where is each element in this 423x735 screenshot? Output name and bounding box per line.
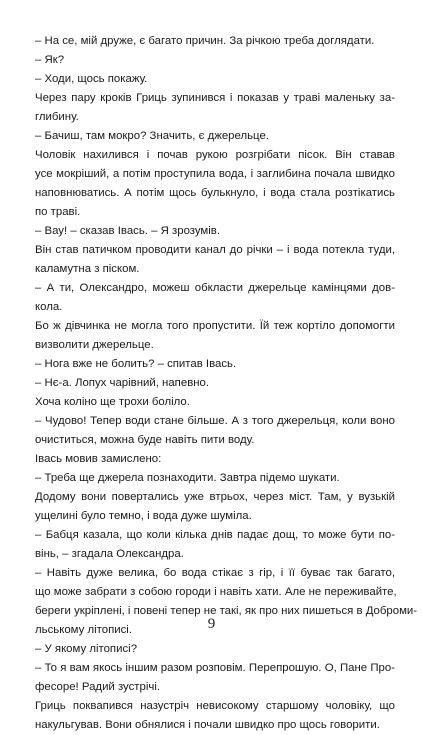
text-line: Чоловік нахилився і почав рукою розгрібати пісок. Він ставав xyxy=(35,149,395,161)
text-line: Івась мовив замислено: xyxy=(35,453,162,465)
text-line: – Нє-а. Лопух чарівний, напевно. xyxy=(35,377,210,389)
text-line: – На се, мій друже, є багато причин. За річкою треба доглядати. xyxy=(35,35,375,47)
text-line: визволити джерельце. xyxy=(35,339,154,351)
text-line: Через пару кроків Гриць зупинився і показав у траві маленьку за- xyxy=(35,92,395,104)
text-line: ущелині було темно, і вода дуже шуміла. xyxy=(35,510,252,522)
text-line: – У якому літописі? xyxy=(35,643,138,655)
text-line: очиститься, можна буде навіть пити воду. xyxy=(35,434,255,446)
text-line: льському літописі. xyxy=(35,624,132,636)
page-number: 9 xyxy=(207,616,216,632)
text-line: – Вау! – сказав Івась. – Я зрозумів. xyxy=(35,225,221,237)
text-line: – Чудово! Тепер води стане більше. А з того джерельця, коли воно xyxy=(35,415,395,427)
text-line: – То я вам якось іншим разом розповім. Перепрошую. О, Пане Про- xyxy=(35,662,395,674)
text-line: – А ти, Олександро, можеш обкласти джерельце камінцями дов- xyxy=(35,282,395,294)
text-line: усе мокріший, а потім проступила вода, і заглибина почала швидко xyxy=(35,168,395,180)
text-line: Хоча коліно ще трохи боліло. xyxy=(35,396,190,408)
text-line: по траві. xyxy=(35,206,81,218)
text-line: фесоре! Радий зустрічі. xyxy=(35,681,161,693)
text-line: – Бачиш, там мокро? Значить, є джерельце. xyxy=(35,130,269,142)
text-line: Бо ж дівчинка не могла того пропустити. Їй теж кортіло допомогти xyxy=(35,320,395,332)
text-line: Додому вони повертались уже втрьох, через міст. Там, у вузькій xyxy=(35,491,395,503)
text-line: кола. xyxy=(35,301,63,313)
text-line: наповнюватись. А потім щось булькнуло, і вода стала розтікатись xyxy=(35,187,395,199)
text-line: – Навіть дуже велика, бо вода стікає з гір, і її буває так багато, xyxy=(35,567,395,579)
text-line: каламутна з піском. xyxy=(35,263,140,275)
text-line: – Ходи, щось покажу. xyxy=(35,73,148,85)
text-line: глибину. xyxy=(35,111,79,123)
text-line: – Нога вже не болить? – спитав Івась. xyxy=(35,358,237,370)
text-line: що може забрати з собою городи і навіть хати. Але не переживайте, xyxy=(35,586,397,598)
text-line: вінь, – згадала Олександра. xyxy=(35,548,184,560)
text-line: накульгував. Вони обнялися і почали швидко про щось говорити. xyxy=(35,719,380,731)
text-line: береги укріплені, і повені тепер не такі, як про них пишеться в Доброми- xyxy=(35,605,418,617)
text-line: – Як? xyxy=(35,54,65,66)
text-line: – Бабця казала, що коли кілька днів падає дощ, то може бути по- xyxy=(35,529,395,541)
text-line: Він став патичком проводити канал до річки – і вода потекла туди, xyxy=(35,244,395,256)
text-line: – Треба ще джерела познаходити. Завтра підемо шукати. xyxy=(35,472,340,484)
text-line: Гриць поквапився назустріч невисокому старшому чоловіку, що xyxy=(35,700,395,712)
